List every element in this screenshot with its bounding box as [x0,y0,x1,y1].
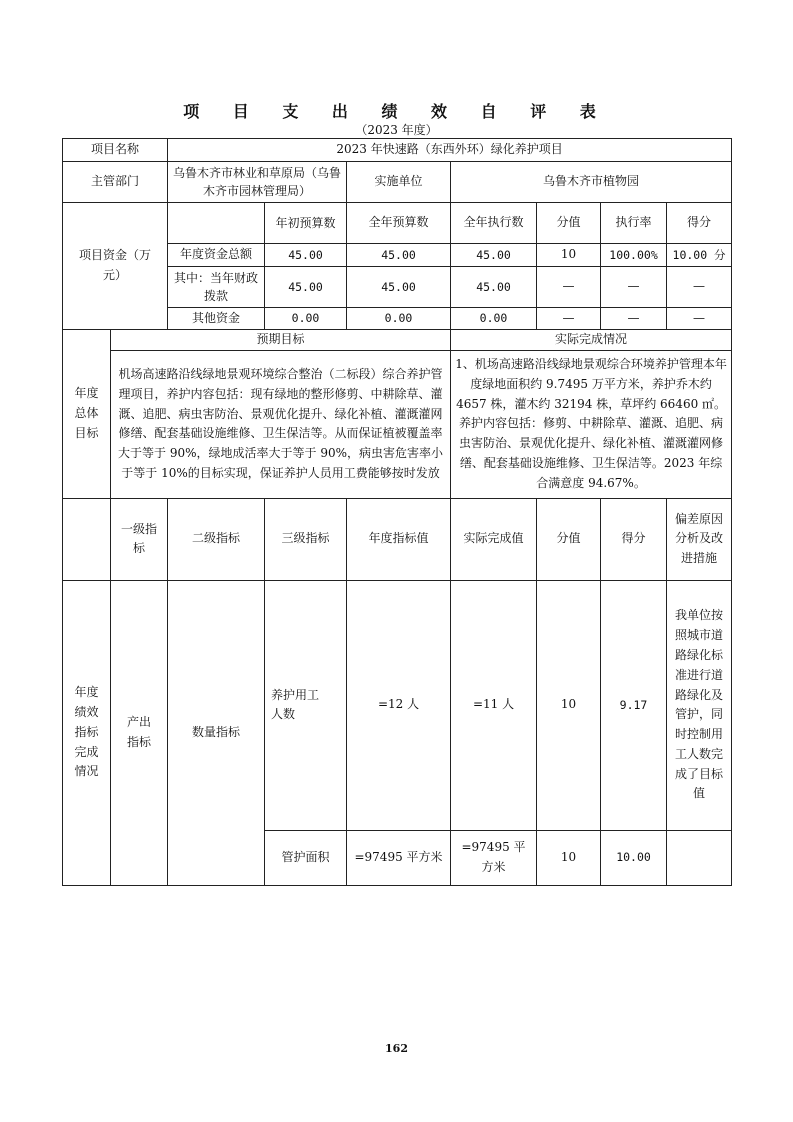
indicator-header: 年度指标值 [347,498,451,580]
indicator-reason [667,830,732,885]
funds-cell: 10.00 分 [667,244,732,267]
funds-cell: — [601,308,667,330]
indicator-header: 二级指标 [168,498,265,580]
funds-cell: — [537,308,601,330]
indicators-label: 年度绩效指标完成情况 [63,580,111,885]
funds-header: 分值 [537,203,601,244]
dept-label: 主管部门 [63,162,168,203]
funds-header: 执行率 [601,203,667,244]
indicator-level2: 数量指标 [168,580,265,885]
actual-completion-text: 1、机场高速路沿线绿地景观综合环境养护管理本年度绿地面积约 9.7495 万平方米，养护乔木约 4657 株，灌木约 32194 株，草坪约 66460 ㎡。养护内容包括：修剪、中耕除草、灌溉、追肥、病虫害防治、景观优化提升、绿化补植、灌溉灌网修缮、配套基础设施维修、卫生保洁等。2023 年综合满意度 94.67%。 [451,350,732,498]
funds-label: 项目资金（万元） [63,203,168,330]
indicator-score: 9.17 [601,580,667,830]
indicator-level3: 管护面积 [265,830,347,885]
funds-cell: 45.00 [451,267,537,308]
indicator-header: 实际完成值 [451,498,537,580]
indicator-corner [63,498,111,580]
funds-cell: 10 [537,244,601,267]
funds-row-name: 其中：当年财政拨款 [168,267,265,308]
evaluation-table [62,138,732,886]
indicator-row [63,580,732,830]
actual-completion-header: 实际完成情况 [451,330,732,351]
funds-cell: 45.00 [347,267,451,308]
project-name-value: 2023 年快速路（东西外环）绿化养护项目 [168,139,732,162]
expected-goal-text: 机场高速路沿线绿地景观环境综合整治（二标段）综合养护管理项目，养护内容包括：现有绿地的整形修剪、中耕除草、灌溉、追肥、病虫害防治、景观优化提升、绿化补植、灌溉灌网修缮、配套基础设施维修、卫生保洁等。从而保证植被覆盖率大于等于 90%，绿地成活率大于等于 90%，病虫害危害率小于等于 10%的目标实现，保证养护人员用工费能够按时发放 [111,350,451,498]
funds-cell: 45.00 [347,244,451,267]
indicator-header-row [63,498,732,580]
indicator-header: 三级指标 [265,498,347,580]
funds-cell: 0.00 [347,308,451,330]
funds-corner [168,203,265,244]
project-name-label: 项目名称 [63,139,168,162]
funds-cell: 100.00% [601,244,667,267]
indicator-score-value: 10 [537,580,601,830]
indicator-target: =12 人 [347,580,451,830]
funds-cell: — [537,267,601,308]
funds-header: 全年预算数 [347,203,451,244]
project-name-row [63,139,732,162]
page-number: 162 [385,1042,408,1055]
page-subtitle: （2023 年度） [355,123,438,137]
indicator-score-value: 10 [537,830,601,885]
indicator-level1: 产出指标 [111,580,168,885]
funds-header-row [63,203,732,244]
funds-row-name: 年度资金总额 [168,244,265,267]
impl-unit-label: 实施单位 [347,162,451,203]
indicator-header: 一级指标 [111,498,168,580]
funds-cell: — [601,267,667,308]
indicator-score: 10.00 [601,830,667,885]
indicator-reason: 我单位按照城市道路绿化标准进行道路绿化及管护，同时控制用工人数完成了目标值 [667,580,732,830]
funds-cell: 45.00 [265,244,347,267]
indicator-header: 分值 [537,498,601,580]
funds-cell: 45.00 [451,244,537,267]
funds-cell: 0.00 [265,308,347,330]
funds-header: 年初预算数 [265,203,347,244]
funds-cell: 0.00 [451,308,537,330]
indicator-actual: =97495 平方米 [451,830,537,885]
funds-header: 全年执行数 [451,203,537,244]
funds-cell: — [667,308,732,330]
goals-label: 年度总体目标 [63,330,111,499]
indicator-actual: =11 人 [451,580,537,830]
indicator-level3: 养护用工人数 [265,580,347,830]
dept-row [63,162,732,203]
goals-content-row [63,350,732,498]
expected-goal-header: 预期目标 [111,330,451,351]
funds-header: 得分 [667,203,732,244]
page-title: 项 目 支 出 绩 效 自 评 表 [183,102,610,121]
indicator-header: 偏差原因分析及改进措施 [667,498,732,580]
funds-cell: 45.00 [265,267,347,308]
impl-unit-value: 乌鲁木齐市植物园 [451,162,732,203]
indicator-header: 得分 [601,498,667,580]
dept-value: 乌鲁木齐市林业和草原局（乌鲁木齐市园林管理局） [168,162,347,203]
goals-header-row [63,330,732,351]
funds-row-name: 其他资金 [168,308,265,330]
funds-cell: — [667,267,732,308]
indicator-target: =97495 平方米 [347,830,451,885]
